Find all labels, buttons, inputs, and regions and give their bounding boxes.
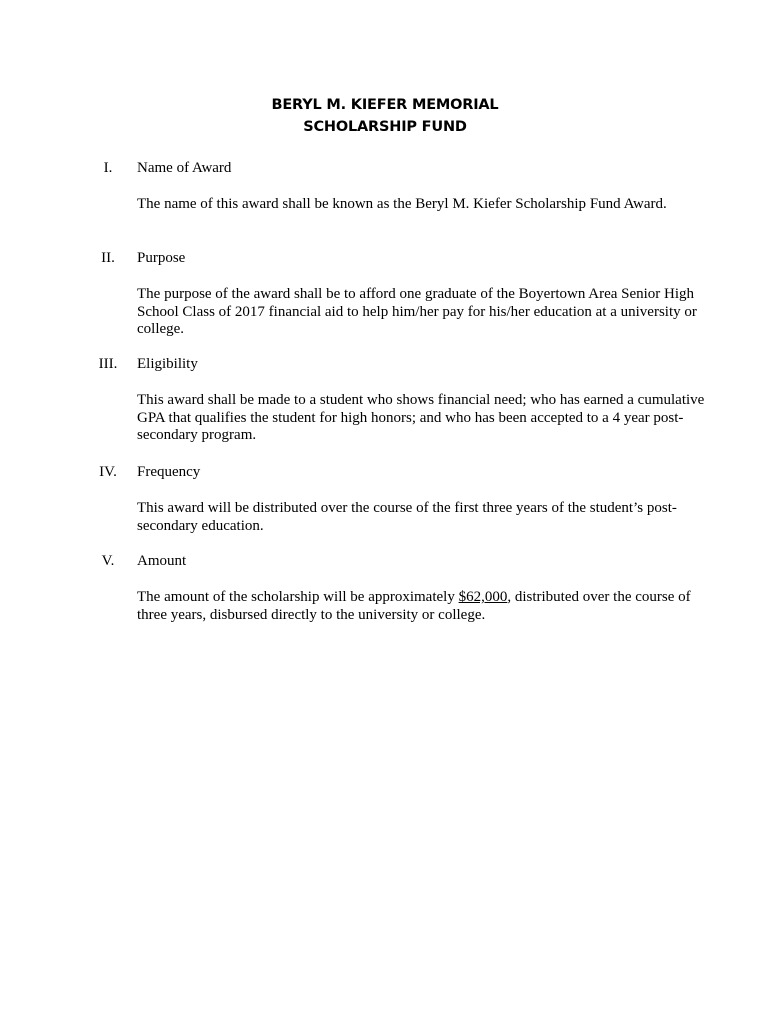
scholarship-amount: $62,000 <box>458 589 508 605</box>
section-numeral: III. <box>98 356 118 372</box>
body-line: Fund Award. <box>589 196 667 212</box>
body-line: The purpose of the award shall be to afford one graduate of the Boyertown Area Senior High <box>137 286 695 302</box>
section-body <box>137 589 702 624</box>
body-line: GPA that qualifies the student for high honors; and who has been accepted to a 4 year post- <box>137 409 684 426</box>
section-numeral: V. <box>101 553 115 569</box>
section-heading: Eligibility <box>137 356 198 372</box>
body-line: This award shall be made to a student who shows financial need; who has earned a cumulative <box>137 392 705 408</box>
body-line: three years, disbursed directly to the university or college. <box>137 606 486 623</box>
body-line: college. <box>137 321 185 337</box>
section-numeral: I. <box>103 160 113 176</box>
section-body <box>137 392 705 445</box>
section-heading: Purpose <box>137 250 186 266</box>
body-line: secondary program. <box>137 427 257 443</box>
section-body <box>137 196 702 214</box>
title-line-2: SCHOLARSHIP FUND <box>303 119 467 135</box>
section-body <box>137 286 702 339</box>
section-body <box>137 500 702 535</box>
document-title <box>0 94 770 138</box>
title-line-1: BERYL M. KIEFER MEMORIAL <box>271 97 499 113</box>
body-line <box>137 589 691 605</box>
amount-text-before: The amount of the scholarship will be approximately <box>137 589 459 605</box>
body-line: This award will be distributed over the course of the first three years of the student’s post- <box>137 500 677 516</box>
body-line: secondary education. <box>137 517 264 534</box>
body-line: School Class of 2017 financial aid to help him/her pay for his/her education at a university or <box>137 303 697 320</box>
amount-text-after: , distributed over the course of <box>507 589 691 605</box>
body-line: The name of this award shall be known as the Beryl M. Kiefer Scholarship <box>137 196 587 212</box>
section-heading: Name of Award <box>137 160 232 176</box>
section-numeral: II. <box>101 250 115 266</box>
section-heading: Frequency <box>137 464 201 480</box>
section-numeral: IV. <box>99 464 117 480</box>
section-heading: Amount <box>137 553 187 569</box>
